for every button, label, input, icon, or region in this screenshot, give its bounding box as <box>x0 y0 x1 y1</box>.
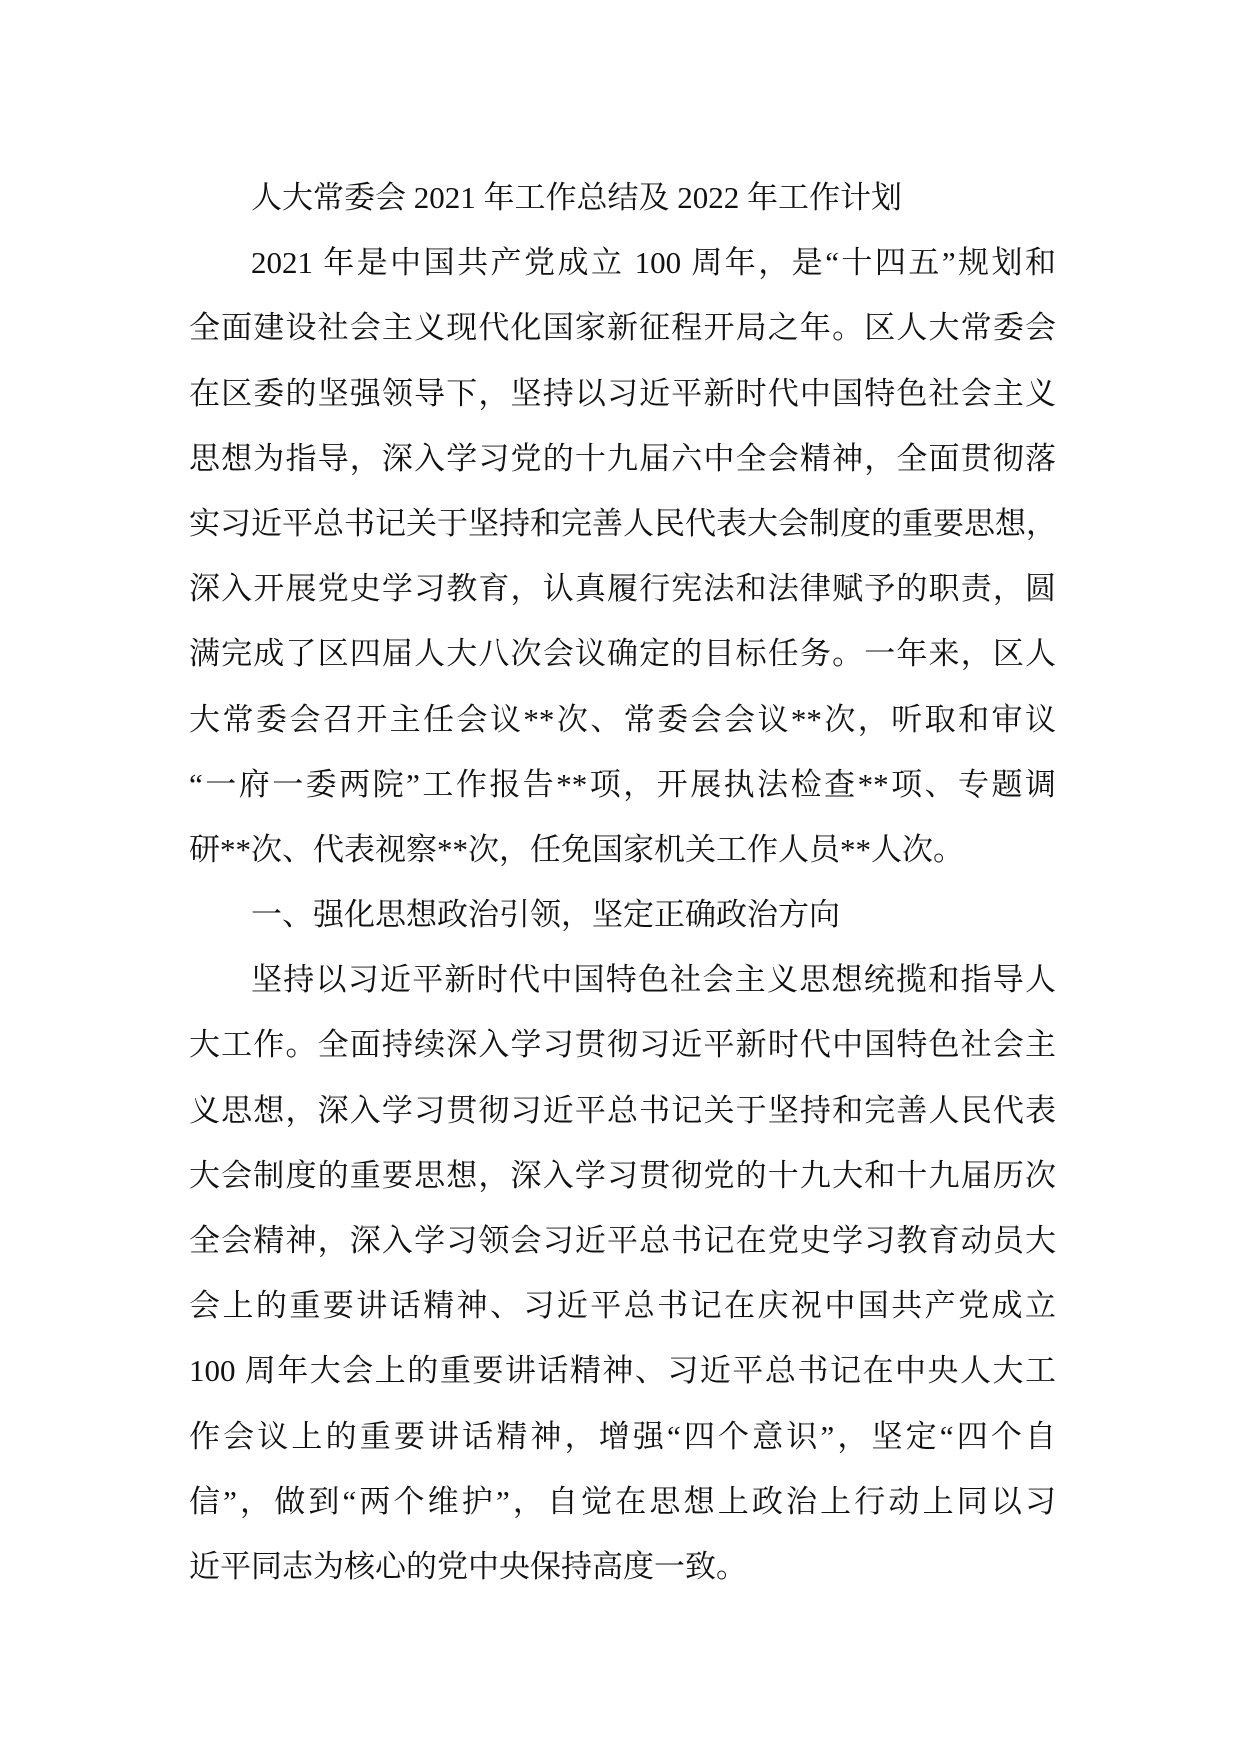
paragraph-line: 深入开展党史学习教育，认真履行宪法和法律赋予的职责，圆 <box>189 571 1056 607</box>
paragraph-line: 思想为指导，深入学习党的十九届六中全会精神，全面贯彻落 <box>189 440 1056 476</box>
paragraph-line: 作会议上的重要讲话精神，增强“四个意识”，坚定“四个自 <box>189 1418 1056 1454</box>
paragraph-line: 信”，做到“两个维护”，自觉在思想上政治上行动上同以习 <box>189 1483 1056 1519</box>
paragraph-line: 2021 年是中国共产党成立 100 周年，是“十四五”规划和 <box>251 245 1056 281</box>
paragraph-line: 大常委会召开主任会议**次、常委会会议**次，听取和审议 <box>189 701 1056 737</box>
paragraph-line: 全面建设社会主义现代化国家新征程开局之年。区人大常委会 <box>189 310 1056 346</box>
section-1-paragraph <box>189 947 1056 1599</box>
paragraph-line: 实习近平总书记关于坚持和完善人民代表大会制度的重要思想， <box>189 505 1057 541</box>
section-heading: 一、强化思想政治引领，坚定正确政治方向 <box>251 897 840 933</box>
paragraph-line: 坚持以习近平新时代中国特色社会主义思想统揽和指导人 <box>251 962 1056 998</box>
paragraph-line: 大工作。全面持续深入学习贯彻习近平新时代中国特色社会主 <box>189 1027 1056 1063</box>
paragraph-line: 全会精神，深入学习领会习近平总书记在党史学习教育动员大 <box>189 1223 1056 1258</box>
intro-paragraph <box>189 230 1056 882</box>
paragraph-line: “一府一委两院”工作报告**项，开展执法检查**项、专题调 <box>189 766 1056 802</box>
paragraph-line: 义思想，深入学习贯彻习近平总书记关于坚持和完善人民代表 <box>189 1092 1056 1128</box>
paragraph-line: 近平同志为核心的党中央保持高度一致。 <box>189 1548 747 1584</box>
paragraph-line: 100 周年大会上的重要讲话精神、习近平总书记在中央人大工 <box>189 1353 1056 1389</box>
document-title: 人大常委会 2021 年工作总结及 2022 年工作计划 <box>251 180 902 215</box>
paragraph-line: 会上的重要讲话精神、习近平总书记在庆祝中国共产党成立 <box>189 1288 1056 1324</box>
paragraph-line: 满完成了区四届人大八次会议确定的目标任务。一年来，区人 <box>189 636 1056 672</box>
paragraph-line: 大会制度的重要思想，深入学习贯彻党的十九大和十九届历次 <box>189 1157 1056 1193</box>
paragraph-line: 研**次、代表视察**次，任免国家机关工作人员**人次。 <box>189 831 964 867</box>
document-page <box>189 165 1056 1599</box>
paragraph-line: 在区委的坚强领导下，坚持以习近平新时代中国特色社会主义 <box>189 375 1056 411</box>
